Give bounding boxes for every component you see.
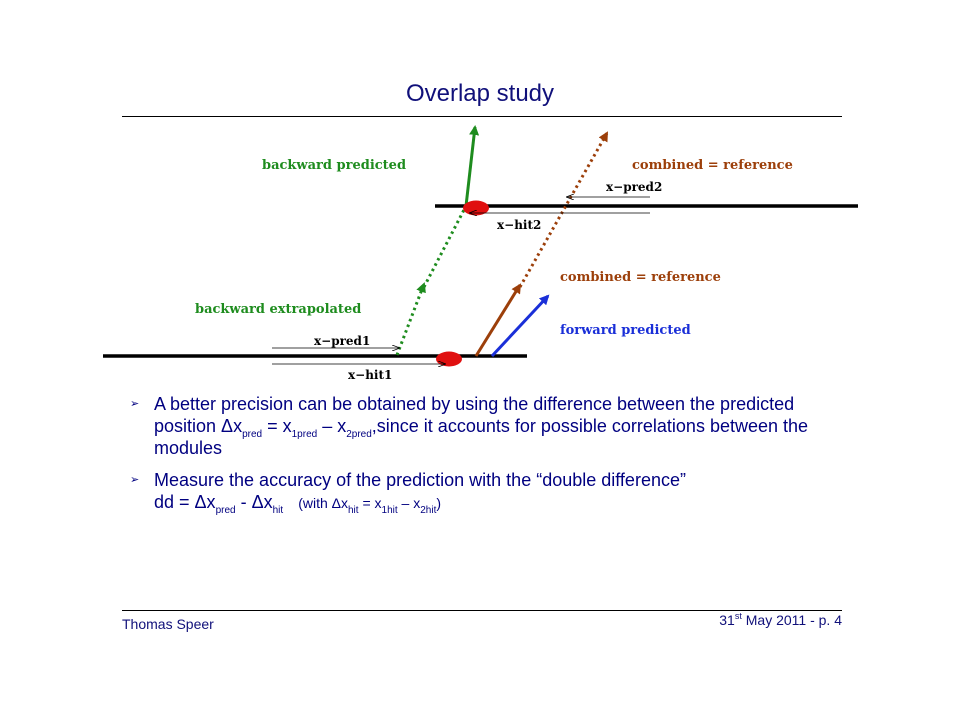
green-dotted-segment — [424, 206, 466, 287]
bullet-1-text: A better precision can be obtained by using the difference between the predicted position Δx — [154, 394, 795, 436]
footer-date-sup: st — [734, 611, 742, 621]
label-x-pred1: x−pred1 — [314, 334, 371, 348]
footer-page-info — [719, 612, 842, 628]
combined-reference-arrow-1 — [476, 285, 520, 356]
label-combined-reference-top: combined = reference — [632, 158, 793, 173]
bullet-arrow-icon: ➢ — [130, 474, 140, 486]
label-backward-extrapolated: backward extrapolated — [195, 302, 362, 317]
label-x-pred2: x−pred2 — [606, 180, 663, 194]
backward-predicted-arrow — [466, 127, 475, 206]
subscript: 2hit — [420, 505, 437, 516]
bullet-list — [130, 393, 850, 524]
bullet-1 — [130, 393, 850, 459]
label-backward-predicted: backward predicted — [262, 158, 407, 173]
footer-date-pre: 31 — [719, 612, 735, 628]
footer-author: Thomas Speer — [122, 616, 214, 632]
subscript: 2pred — [346, 429, 372, 440]
formula-note — [298, 495, 442, 516]
bullet-2-line-2 — [154, 491, 850, 514]
subscript: pred — [242, 429, 263, 440]
formula-text: - Δx — [235, 492, 273, 512]
formula-note-text: = x — [358, 495, 382, 511]
subscript: 1pred — [291, 429, 318, 440]
bullet-1-text: – x — [317, 416, 347, 436]
label-combined-reference-mid: combined = reference — [560, 270, 721, 285]
slide-title: Overlap study — [405, 80, 555, 107]
bullet-2-line-1: Measure the accuracy of the prediction with the “double difference” — [154, 470, 686, 490]
combined-reference-arrow-2 — [520, 133, 607, 287]
formula-note-text: – x — [397, 495, 421, 511]
subscript: 1hit — [381, 505, 398, 516]
subscript: pred — [215, 505, 236, 516]
label-x-hit1: x−hit1 — [348, 368, 393, 382]
backward-extrapolated-arrow — [397, 284, 424, 355]
bullet-1-text: = x — [262, 416, 292, 436]
label-x-hit2: x−hit2 — [497, 218, 542, 232]
forward-predicted-arrow — [492, 296, 548, 356]
bullet-arrow-icon: ➢ — [130, 398, 140, 410]
formula-note-text: (with Δx — [298, 495, 348, 511]
formula-note-text: ) — [436, 495, 442, 511]
formula-text: dd = Δx — [154, 492, 216, 512]
subscript: hit — [348, 505, 359, 516]
footer-date-post: May 2011 - p. 4 — [741, 612, 842, 628]
label-forward-predicted: forward predicted — [560, 323, 691, 338]
bullet-2 — [130, 469, 850, 514]
subscript: hit — [272, 505, 284, 516]
bullet-1-text: ,since it accounts for possible correlations between the modules — [154, 416, 809, 458]
